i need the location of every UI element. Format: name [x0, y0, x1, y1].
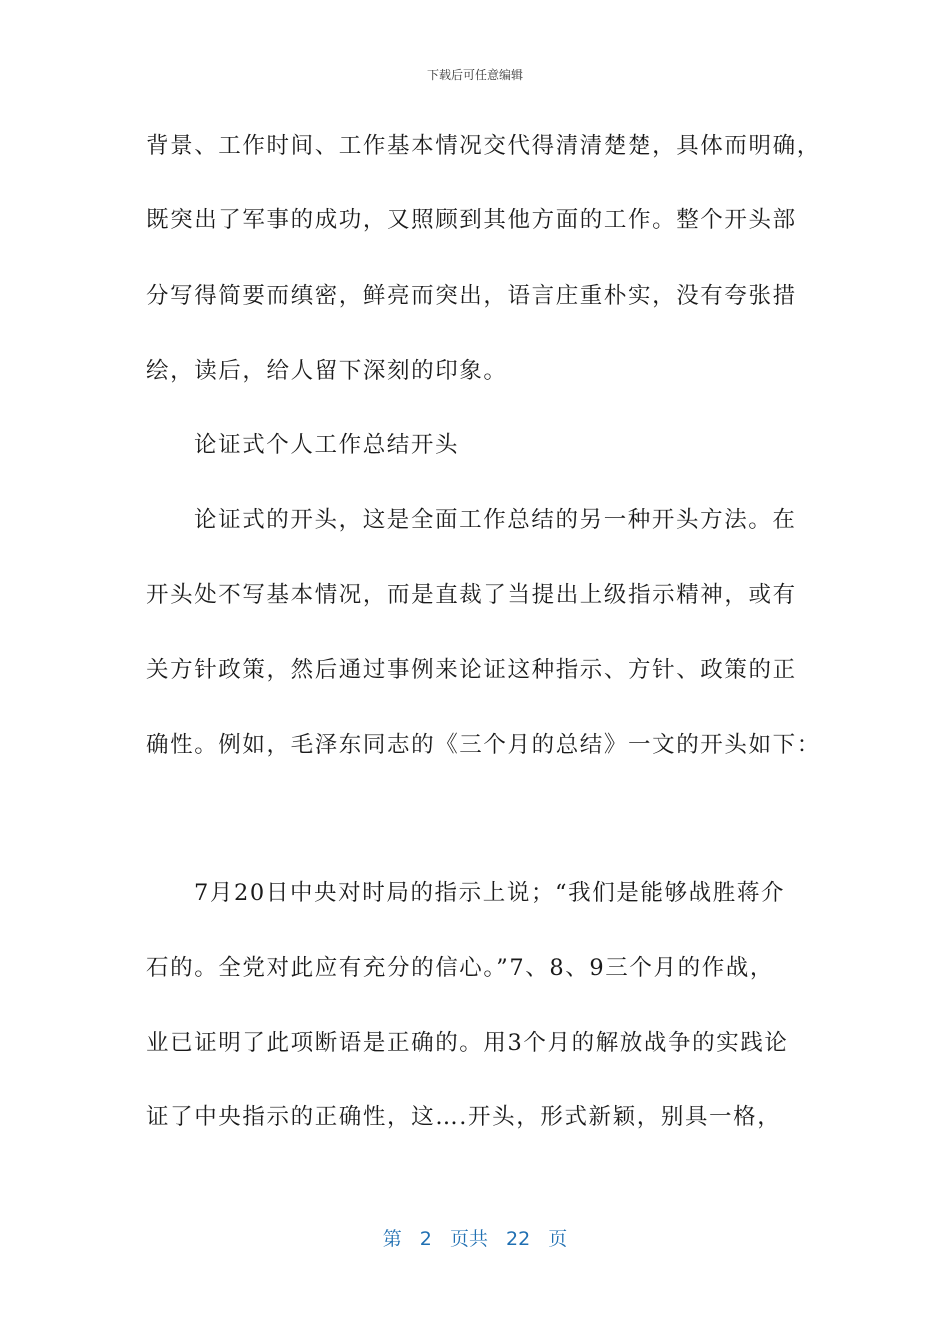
quote-line: 7月20日中央对时局的指示上说；“我们是能够战胜蒋介: [194, 880, 786, 906]
body-line: 关方针政策，然后通过事例来论证这种指示、方针、政策的正: [146, 657, 797, 683]
page-prefix: 第: [382, 1228, 402, 1250]
section-heading: 论证式个人工作总结开头: [194, 432, 460, 458]
page-header-note: 下载后可任意编辑: [426, 68, 523, 82]
body-line: 确性。例如，毛泽东同志的《三个月的总结》一文的开头如下：: [146, 732, 821, 758]
page-current: 2: [419, 1228, 432, 1250]
page-suffix: 页: [548, 1228, 568, 1250]
page-middle: 页共: [449, 1228, 488, 1250]
page-total: 22: [506, 1228, 531, 1250]
body-line: 背景、工作时间、工作基本情况交代得清清楚楚，具体而明确，: [146, 133, 821, 159]
quote-line: 石的。全党对此应有充分的信心。”7、8、9三个月的作战，: [146, 955, 774, 981]
body-line: 绘，读后，给人留下深刻的印象。: [146, 358, 508, 384]
quote-line: 业已证明了此项断语是正确的。用3个月的解放战争的实践论: [146, 1030, 789, 1056]
body-line: 既突出了军事的成功，又照顾到其他方面的工作。整个开头部: [146, 207, 797, 233]
body-line: 分写得简要而缜密，鲜亮而突出，语言庄重朴实，没有夸张措: [146, 283, 797, 309]
page-number-footer: [0, 1224, 950, 1251]
body-line: 开头处不写基本情况，而是直裁了当提出上级指示精神，或有: [146, 582, 797, 608]
body-line: 论证式的开头，这是全面工作总结的另一种开头方法。在: [194, 507, 797, 533]
quote-line: 证了中央指示的正确性，这….开头，形式新颖，别具一格，: [146, 1104, 782, 1130]
